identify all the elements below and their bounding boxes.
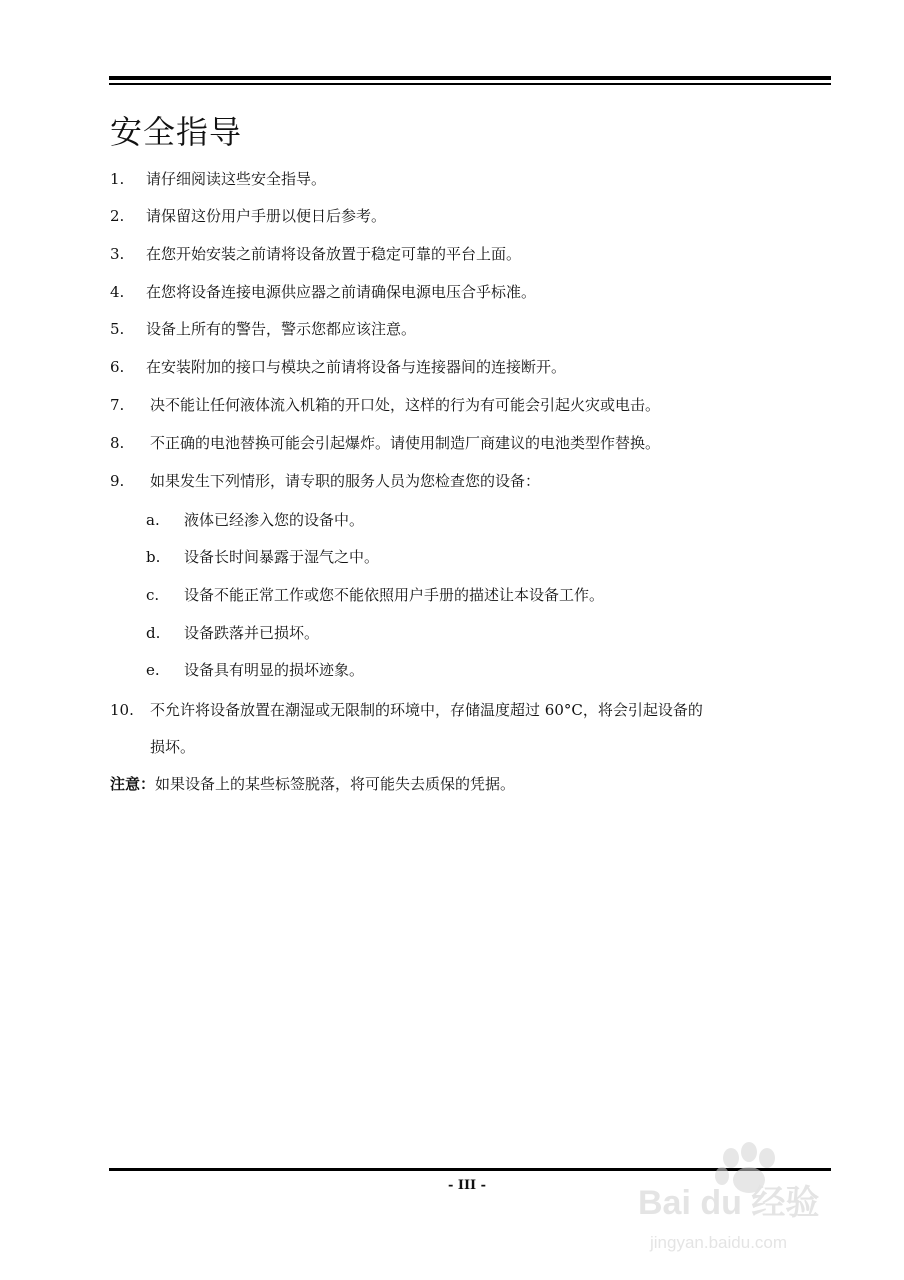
list-item-number: 5.	[110, 320, 125, 338]
note-label: 注意：	[110, 775, 156, 793]
list-item	[110, 282, 536, 302]
list-item-number: 1.	[110, 170, 125, 188]
note-text: 如果设备上的某些标签脱落，将可能失去质保的凭据。	[155, 775, 516, 793]
list-item	[110, 471, 540, 491]
list-item-text: 在安装附加的接口与模块之前请将设备与连接器间的连接断开。	[146, 358, 567, 376]
warranty-note	[110, 774, 515, 794]
page-number: - III -	[447, 1178, 487, 1193]
sub-list-item-text: 设备长时间暴露于湿气之中。	[184, 548, 380, 566]
list-item-number: 7.	[110, 396, 125, 414]
sub-list-item-text: 设备跌落并已损坏。	[184, 624, 320, 642]
list-item-number: 9.	[110, 472, 125, 490]
sub-list-item	[146, 660, 364, 680]
sub-list-item-text: 设备具有明显的损坏迹象。	[184, 661, 365, 679]
sub-list-item-text: 设备不能正常工作或您不能依照用户手册的描述让本设备工作。	[184, 586, 605, 604]
list-item-text: 在您开始安装之前请将设备放置于稳定可靠的平台上面。	[146, 245, 522, 263]
list-item-number: 10.	[110, 701, 134, 719]
list-item	[110, 357, 566, 377]
sub-list-item-letter: b.	[146, 548, 161, 566]
list-item-text: 决不能让任何液体流入机箱的开口处，这样的行为有可能会引起火灾或电击。	[150, 396, 661, 414]
list-item	[110, 206, 386, 226]
list-item	[110, 700, 703, 720]
sub-list-item-letter: d.	[146, 624, 161, 642]
list-item	[110, 169, 326, 189]
sub-list-item	[146, 623, 319, 643]
list-item-number: 6.	[110, 358, 125, 376]
list-item-text: 不允许将设备放置在潮湿或无限制的环境中，存储温度超过 60°C，将会引起设备的	[150, 701, 703, 719]
sub-list-item	[146, 547, 379, 567]
baidu-watermark	[636, 1140, 876, 1270]
header-rule-thin	[109, 83, 831, 85]
sub-list-item-letter: e.	[146, 661, 160, 679]
list-item-text: 如果发生下列情形，请专职的服务人员为您检查您的设备：	[150, 472, 541, 490]
list-item	[110, 395, 660, 415]
sub-list-item-text: 液体已经渗入您的设备中。	[184, 511, 365, 529]
list-item-text: 在您将设备连接电源供应器之前请确保电源电压合乎标准。	[146, 283, 537, 301]
list-item-text: 不正确的电池替换可能会引起爆炸。请使用制造厂商建议的电池类型作替换。	[150, 434, 661, 452]
list-item-number: 8.	[110, 434, 125, 452]
list-item-continuation: 损坏。	[150, 738, 196, 756]
list-item-text: 请保留这份用户手册以便日后参考。	[146, 207, 387, 225]
sub-list-item-letter: c.	[146, 586, 160, 604]
sub-list-item-letter: a.	[146, 511, 160, 529]
page-title: 安全指导	[110, 113, 243, 151]
sub-list-item	[146, 510, 364, 530]
list-item-number: 2.	[110, 207, 125, 225]
list-item-text: 设备上所有的警告，警示您都应该注意。	[146, 320, 417, 338]
list-item	[110, 433, 660, 453]
header-rule-thick	[109, 76, 831, 80]
list-item	[110, 319, 416, 339]
watermark-brand: Bai du 经验	[638, 1184, 820, 1222]
list-item-text: 请仔细阅读这些安全指导。	[146, 170, 327, 188]
list-item	[110, 244, 521, 264]
list-item-number: 3.	[110, 245, 125, 263]
watermark-url: jingyan.baidu.com	[650, 1233, 788, 1252]
list-item-number: 4.	[110, 283, 125, 301]
sub-list-item	[146, 585, 604, 605]
